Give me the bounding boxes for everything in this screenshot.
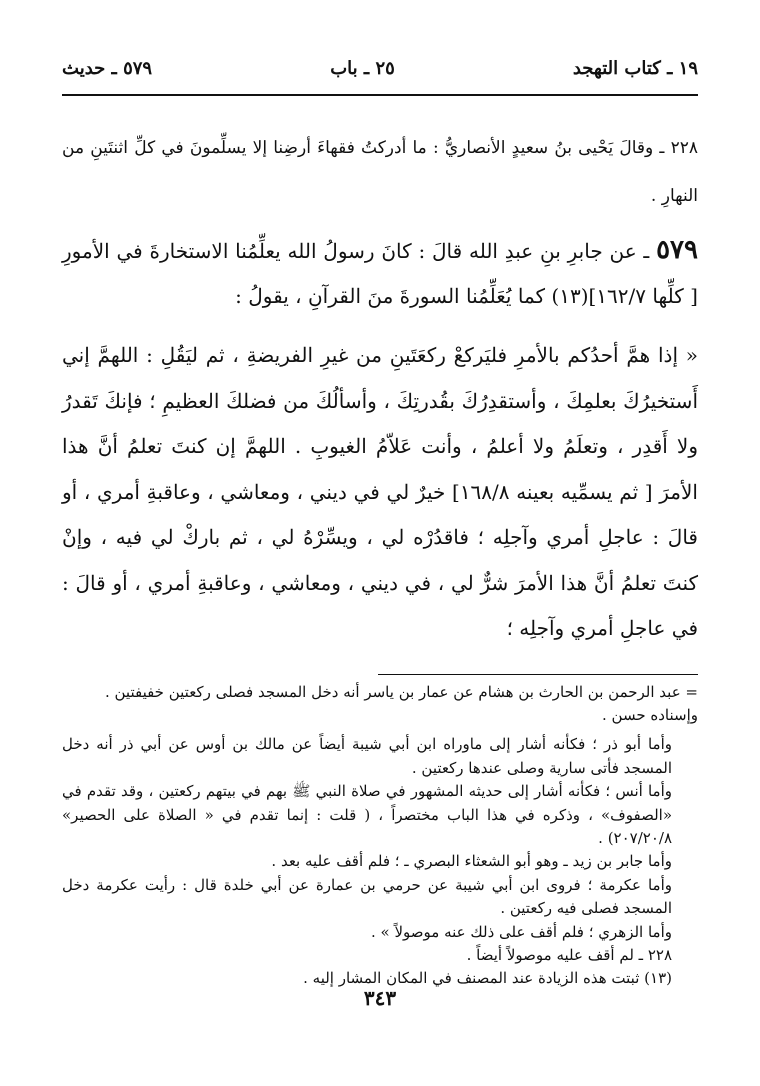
footnote-228: ٢٢٨ ـ لم أقف عليه موصولاً أيضاً . [466,945,672,964]
footnote-divider [378,674,698,675]
footnote-continuation: = عبد الرحمن بن الحارث بن هشام عن عمار بن ياسر أنه دخل المسجد فصلى ركعتين خفيفتين . [104,682,698,701]
footnote-zuhri: وأما الزهري ؛ فلم أقف على ذلك عنه موصولاً » . [371,922,672,941]
narration-228: ٢٢٨ ـ وقالَ يَحْيى بنُ سعيدٍ الأنصاريُّ : ما أدركتُ فقهاءَ أرضِنا إلا يسلِّمونَ في كلِّ اثنتَينِ من النهارِ . [62,138,698,206]
footnote-jabir: وأما جابر بن زيد ـ وهو أبو الشعثاء البصري ـ ؛ فلم أقف عليه بعد . [271,852,672,871]
footnote-abu-dhar: وأما أبو ذر ؛ فكأنه أشار إلى ماوراه ابن أبي شيبة أيضاً عن مالك بن أوس عن أبي ذر أنه دخل المسجد فأتى سارية وصلى عندها ركعتين . [62,735,672,777]
hadith-paragraph [62,228,698,319]
page-number: ٣٤٣ [363,986,397,1010]
dua-paragraph: « إذا همَّ أحدُكم بالأمرِ فليَركعْ ركعَتَينِ من غيرِ الفريضةِ ، ثم ليَقُلِ : اللهمَّ إني أَستخيرُكَ بعلمِكَ ، وأستقدِرُكَ بقُدرتِكَ ، وأسألُكَ من فضلكَ العظيمِ ؛ فإنكَ تَقدرُ ولا أَقدِر ، وتعلَمُ ولا أعلمُ ، وأنت عَلاّمُ الغيوبِ . اللهمَّ إن كنتَ تعلمُ أنَّ هذا الأمرَ [ ثم يسمِّيه بعينه ١٦٨/٨] خيرٌ لي في ديني ، ومعاشي ، وعاقبةِ أمري ، أو قالَ : عاجلِ أمري وآجلِه ؛ فاقدُرْه لي ، ويسِّرْهُ لي ، ثم باركْ لي فيه ، وإنْ كنتَ تعلمُ أنَّ هذا الأمرَ شرٌّ لي ، في ديني ، ومعاشي ، وعاقبةِ أمري ، أو قالَ : في عاجلِ أمري وآجلِه ؛ [62,343,698,640]
footnote-anas: وأما أنس ؛ فكأنه أشار إلى حديثه المشهور في صلاة النبي ﷺ بهم في بيتهم ركعتين ، وقد تقدم في «الصفوف» ، وذكره في هذا الباب مختصراً ، ( قلت : إنما تقدم في « الصلاة على الحصير» ٢٠٧/٢٠/٨) . [62,782,672,847]
hadith-text: ـ عن جابرِ بنِ عبدِ الله قالَ : كانَ رسولُ الله يعلِّمُنا الاستخارةَ في الأمورِ [ كلِّها ١٦٢/٧](١٣) كما يُعَلِّمُنا السورةَ منَ القرآنِ ، يقولُ : [62,239,698,308]
header-hadith-number: ٥٧٩ ـ حديث [62,58,153,79]
running-header [62,58,698,88]
header-divider [62,94,698,96]
main-text [62,124,698,652]
header-book-title: ١٩ ـ كتاب التهجد [572,58,698,79]
footnote-13: (١٣) ثبتت هذه الزيادة عند المصنف في المكان المشار إليه . [303,969,672,988]
footnote-ikrima: وأما عكرمة ؛ فروى ابن أبي شيبة عن حرمي بن عمارة عن أبي خلدة قال : رأيت عكرمة دخل المسجد فصلى فيه ركعتين . [62,875,672,918]
hadith-number: ٥٧٩ [656,235,698,265]
footnote-line: وإسناده حسن . [602,705,698,724]
footnotes [62,681,698,991]
header-chapter: ٢٥ ـ باب [330,58,395,79]
